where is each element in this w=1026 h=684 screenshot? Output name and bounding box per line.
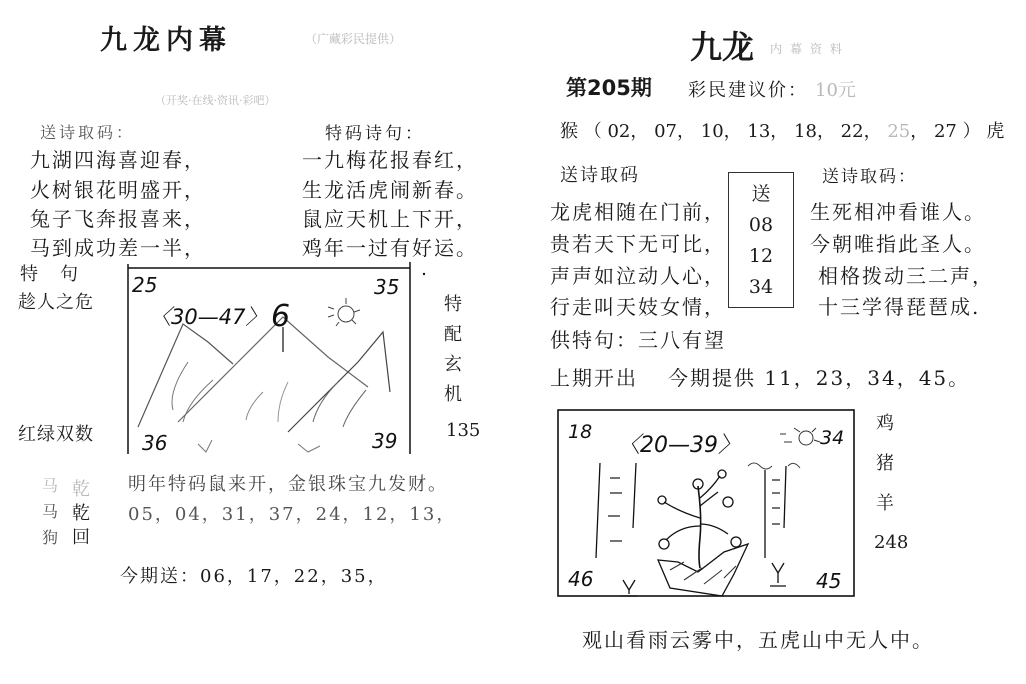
label-char: 回 — [72, 527, 90, 548]
corner-top-right: 34 — [820, 427, 845, 449]
label-char: 马 — [42, 476, 59, 495]
corner-bottom-right: 39 — [372, 429, 398, 453]
bottom-labels-col2 — [72, 478, 90, 550]
left-special-poem-line: 鼠应天机上下开， — [302, 207, 478, 231]
zodiac-number: 02 — [607, 121, 631, 142]
special-phrase-label: 特 句 — [20, 264, 80, 285]
left-special-poem-line: 一九梅花报春红， — [302, 148, 478, 172]
right-poem-line-b: 相格拨动三二声， — [818, 264, 994, 288]
price-value: 10元 — [815, 80, 856, 101]
red-green-label: 红绿双数 — [18, 424, 94, 445]
zodiac-number: 22 — [840, 121, 864, 142]
bottom-line-1: 明年特码鼠来开，金银珠宝九发财。 — [128, 474, 448, 495]
bottom-line-2: 05，04，31，37，24，12，13， — [128, 504, 457, 525]
right-poem-line: 行走叫天妓女情， — [550, 295, 726, 319]
send-label: 送 — [751, 183, 771, 205]
this-issue-numbers: 11，23，34，45。 — [764, 366, 971, 390]
right-poem-line: 龙虎相随在门前， — [550, 200, 726, 224]
this-issue-provides — [668, 362, 970, 391]
side-char: 猪 — [876, 453, 894, 474]
left-poem-line: 九湖四海喜迎春， — [30, 148, 206, 172]
zodiac-number: 07 — [654, 121, 678, 142]
zodiac-right: 虎 — [986, 121, 1005, 142]
corner-bottom-left: 46 — [568, 567, 594, 591]
left-subtitle: （开奖·在线·资讯·彩吧） — [155, 94, 276, 107]
issue-number: 第205期 — [566, 76, 652, 100]
left-special-poem-line: 生龙活虎闹新春。 — [302, 178, 478, 202]
left-poem-line: 火树银花明盛开， — [30, 178, 206, 202]
left-special-poem-line: 鸡年一过有好运。 — [302, 236, 478, 260]
zodiac-number: 18 — [794, 121, 817, 142]
right-poem-line-b: 今朝唯指此圣人。 — [810, 232, 986, 256]
right-poem-heading-right: 送诗取码： — [822, 167, 917, 187]
left-page-title: 九龙内幕 — [100, 25, 232, 56]
right-title-suffix: 内幕资料 — [770, 42, 851, 56]
left-title-suffix: （广藏彩民提供） — [305, 32, 402, 46]
corner-top-left: 18 — [568, 421, 593, 443]
price-label: 彩民建议价： — [688, 80, 808, 101]
center-number: 6 — [271, 299, 291, 334]
right-special-phrase: 供特句：三八有望 — [550, 328, 726, 352]
this-issue-send: 今期送：06，17，22，35， — [120, 566, 388, 587]
zodiac-number: 10 — [700, 121, 724, 142]
zodiac-number-line: 猴 （ 02， 07， 10， 13， 18， 22， 25， 27 ） 虎 — [560, 121, 1005, 142]
right-plant-drawing — [558, 408, 858, 598]
right-poem-line: 声声如泣动人心， — [550, 264, 726, 288]
zodiac-number: 25 — [887, 121, 911, 142]
right-poem-line-b: 生死相冲看谁人。 — [810, 200, 986, 224]
zodiac-number: 13 — [747, 121, 771, 142]
send-number: 34 — [748, 276, 774, 298]
bottom-labels-col1 — [42, 473, 58, 551]
right-side-vertical-text — [876, 404, 894, 524]
side-char: 鸡 — [876, 413, 894, 434]
last-issue-label: 上期开出 — [550, 366, 638, 390]
left-special-poem-heading: 特码诗句： — [325, 124, 425, 144]
send-number: 12 — [748, 245, 774, 267]
left-poem-line: 兔子飞奔报喜来， — [30, 207, 206, 231]
right-poem-line: 贵若天下无可比， — [550, 232, 726, 256]
right-poem-heading-left: 送诗取码 — [560, 165, 640, 186]
corner-bottom-left: 36 — [142, 431, 168, 455]
corner-top-right: 35 — [374, 275, 400, 299]
corner-bottom-right: 45 — [816, 569, 842, 593]
left-poem-heading: 送诗取码： — [40, 123, 136, 142]
side-char: 配 — [444, 324, 462, 345]
special-phrase-value: 趁人之危 — [18, 292, 94, 313]
number-range: 〈30—47〉 — [150, 305, 267, 329]
right-page-title: 九龙 — [690, 28, 755, 66]
right-poem-line-b: 十三学得琵琶成. — [818, 295, 981, 319]
side-char: 玄 — [444, 354, 462, 375]
left-side-number: 135 — [446, 420, 481, 441]
right-side-number: 248 — [874, 532, 909, 553]
label-char: 乾 — [72, 479, 90, 500]
send-number: 08 — [748, 214, 774, 236]
label-char: 狗 — [42, 528, 59, 547]
send-number-box — [728, 172, 794, 308]
side-char: 机 — [444, 384, 462, 405]
label-char: 乾 — [72, 503, 90, 524]
left-mountain-drawing — [128, 262, 413, 457]
zodiac-left: 猴 — [560, 121, 578, 142]
side-char: 羊 — [876, 493, 894, 514]
number-range: 〈20—39〉 — [618, 433, 740, 458]
this-issue-label: 今期提供 — [668, 366, 756, 390]
footer-poem: 观山看雨云雾中，五虎山中无人中。 — [582, 628, 934, 652]
left-side-vertical-text — [444, 290, 462, 410]
left-poem-line: 马到成功差一半， — [30, 236, 206, 260]
label-char: 马 — [42, 502, 59, 521]
corner-top-left: 25 — [132, 273, 158, 297]
zodiac-number: 27 — [933, 121, 957, 142]
side-char: 特 — [444, 294, 462, 315]
